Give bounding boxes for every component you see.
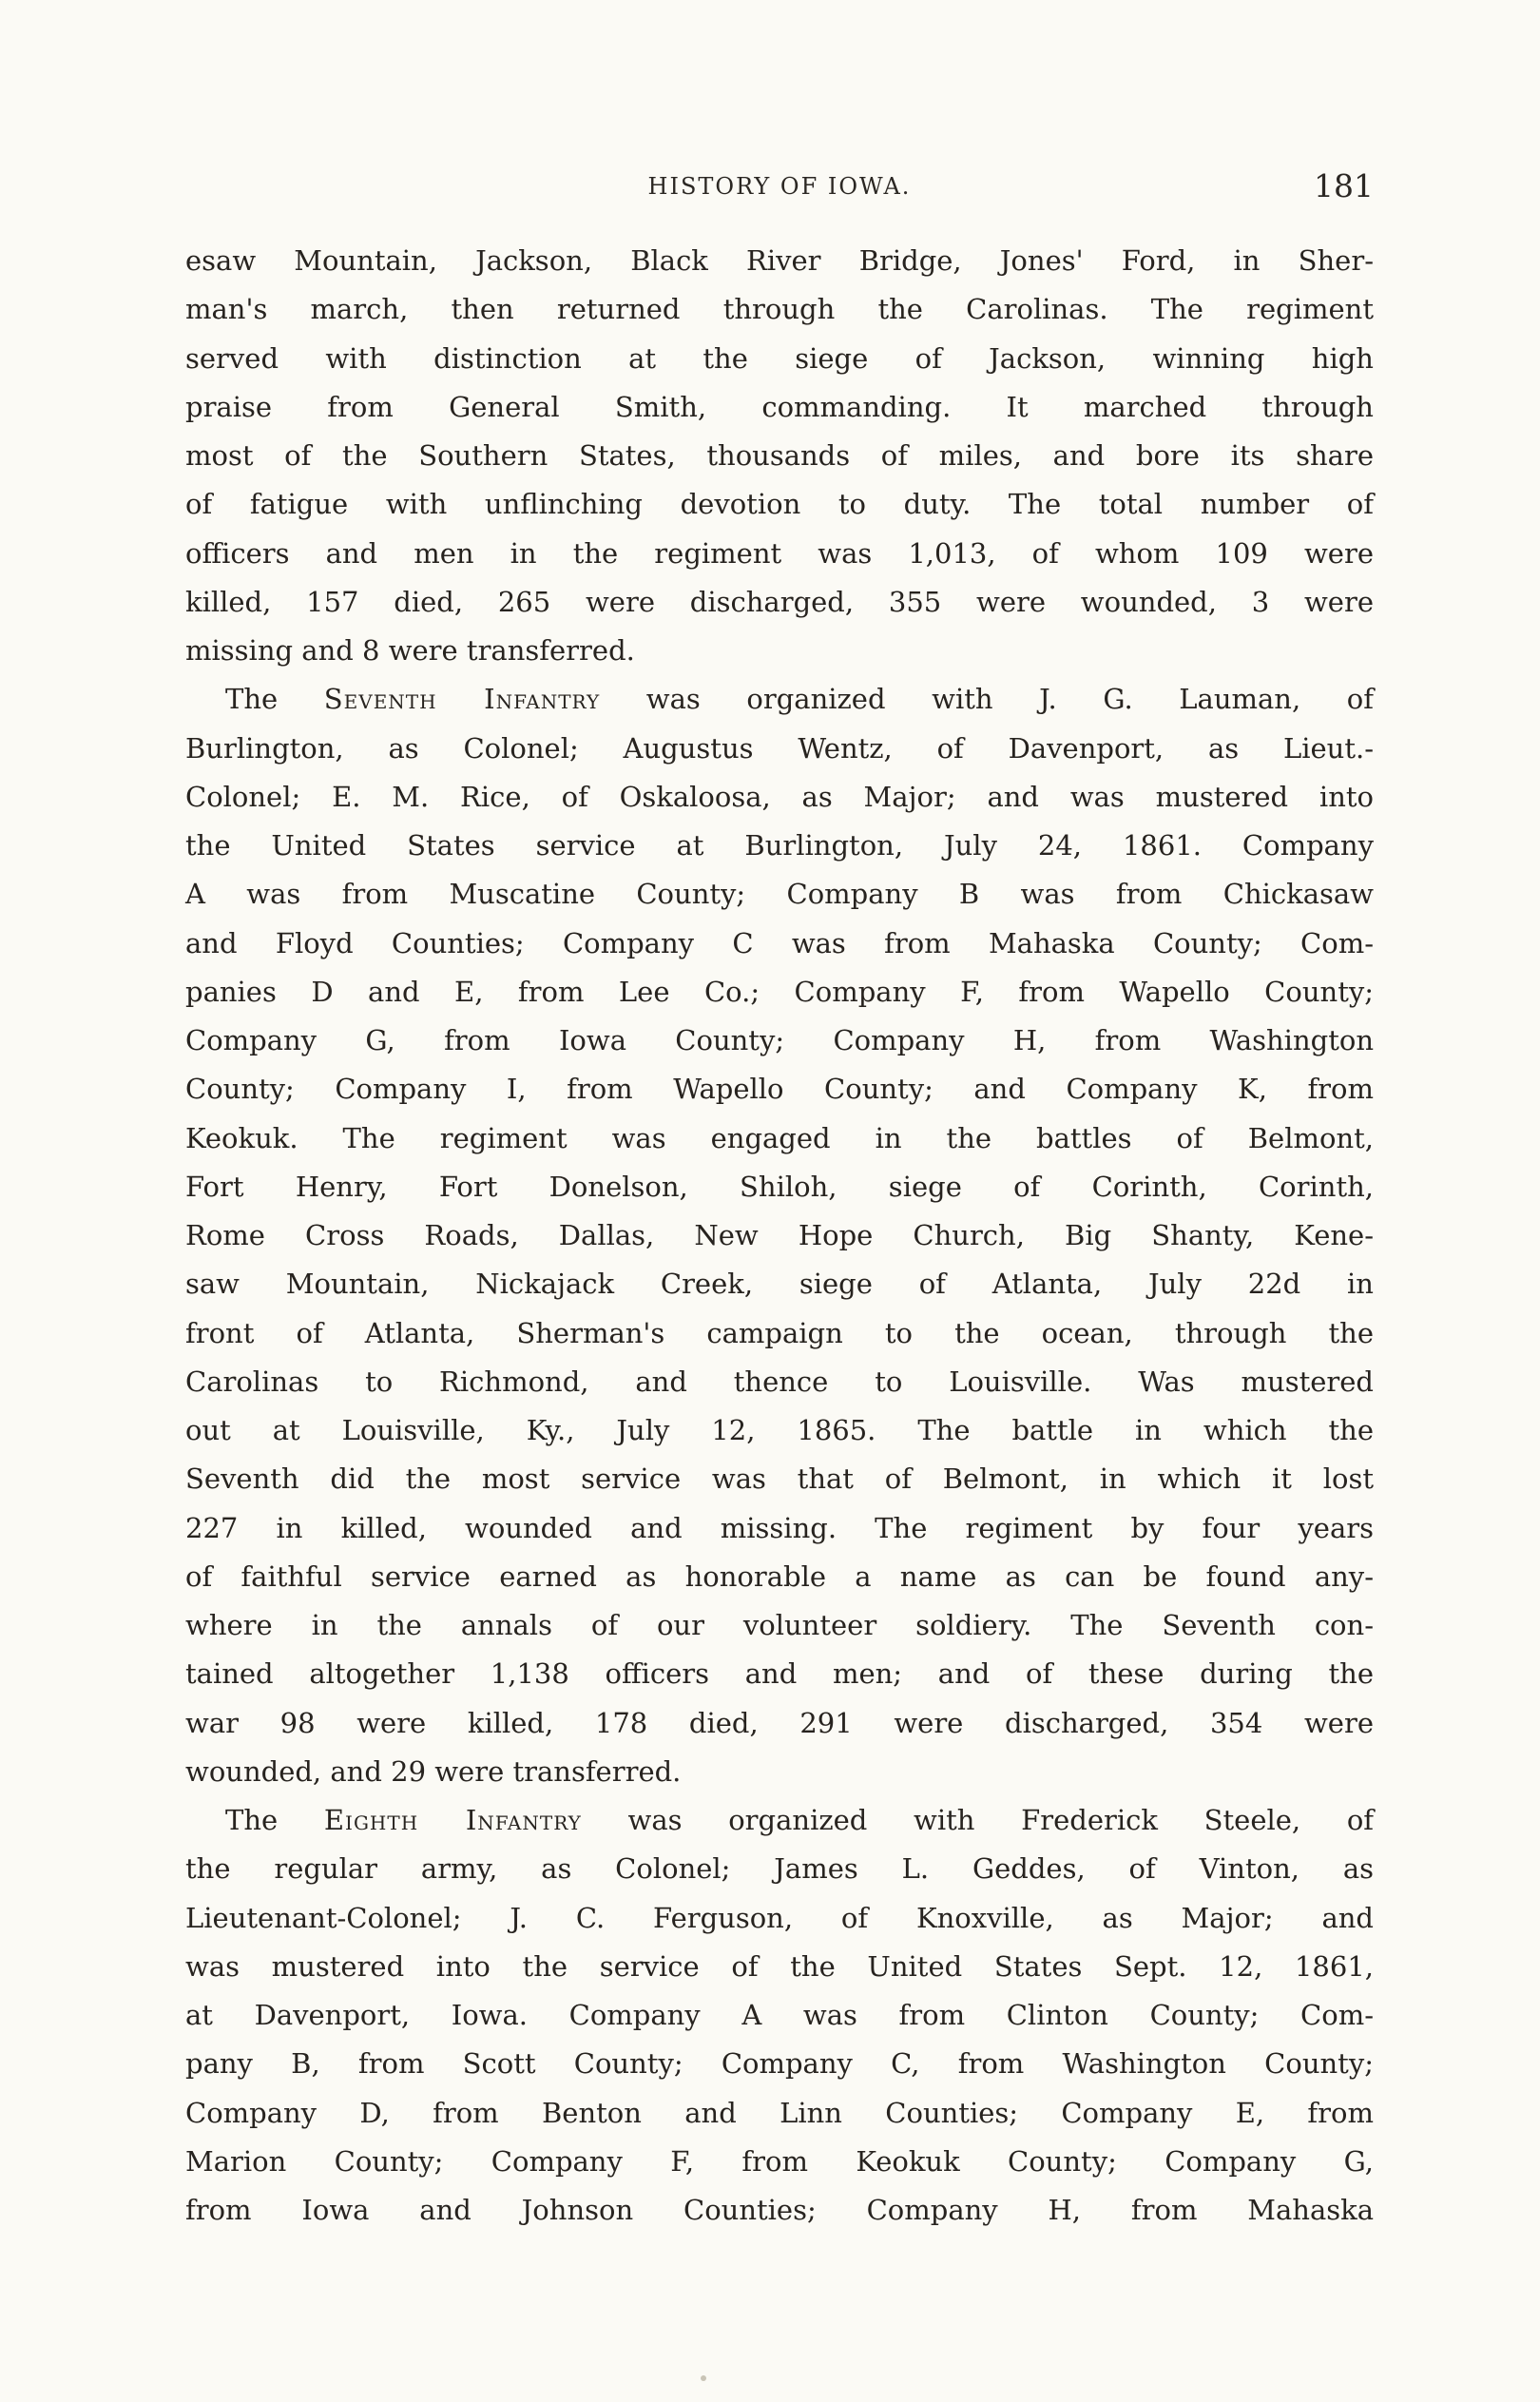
text-line: most of the Southern States, thousands of miles, and bore its share [185, 439, 1374, 472]
running-title: HISTORY OF IOWA. [647, 173, 912, 200]
text-line: out at Louisville, Ky., July 12, 1865. The battle in which the [185, 1414, 1374, 1446]
text-line: man's march, then returned through the Carolinas. The regiment [185, 293, 1374, 326]
text-line: served with distinction at the siege of Jackson, winning high [185, 341, 1374, 375]
text-line: of faithful service earned as honorable a name as can be found any- [185, 1559, 1374, 1593]
text-line: panies D and E, from Lee Co.; Company F, from Wapello County; [185, 975, 1374, 1008]
text-line: from Iowa and Johnson Counties; Company H, from Mahaska [185, 2194, 1374, 2226]
text-line: of fatigue with unflinching devotion to duty. The total number of [185, 488, 1374, 521]
text-line: and Floyd Counties; Company C was from Mahaska County; Com- [185, 926, 1374, 959]
text-line: was mustered into the service of the United States Sept. 12, 1861, [185, 1949, 1374, 1983]
text-line: Marion County; Company F, from Keokuk County; Company G, [185, 2144, 1374, 2178]
line-rest: was organized with Frederick Steele, of [581, 1804, 1375, 1836]
running-head [185, 167, 1374, 224]
body-text [185, 237, 1374, 2235]
text-line: tained altogether 1,138 officers and men; and of these during the [185, 1657, 1374, 1691]
text-line: Company D, from Benton and Linn Counties; Company E, from [185, 2096, 1374, 2129]
text-line: front of Atlanta, Sherman's campaign to the ocean, through the [185, 1316, 1374, 1349]
text-line: the regular army, as Colonel; James L. Geddes, of Vinton, as [185, 1852, 1374, 1886]
text-line: Keokuk. The regiment was engaged in the battles of Belmont, [185, 1121, 1374, 1154]
text-line: where in the annals of our volunteer soldiery. The Seventh con- [185, 1609, 1374, 1641]
text-line: wounded, and 29 were transferred. [185, 1754, 682, 1788]
text-line: officers and men in the regiment was 1,013, of whom 109 were [185, 536, 1374, 570]
paper-speck [701, 2375, 706, 2381]
text-line: Lieutenant-Colonel; J. C. Ferguson, of Knoxville, as Major; and [185, 1901, 1374, 1934]
text-line: County; Company I, from Wapello County; and Company K, from [185, 1073, 1374, 1106]
text-line: Burlington, as Colonel; Augustus Wentz, of Davenport, as Lieut.- [185, 731, 1374, 765]
text-line: Colonel; E. M. Rice, of Oskaloosa, as Major; and was mustered into [185, 780, 1374, 813]
text-line [185, 1796, 1374, 1845]
text-line: at Davenport, Iowa. Company A was from Clinton County; Com- [185, 1999, 1374, 2031]
regiment-name: Seventh Infantry [323, 683, 601, 716]
regiment-name: Eighth Infantry [323, 1804, 582, 1836]
text-line: praise from General Smith, commanding. It marched through [185, 390, 1374, 423]
text-line: Seventh did the most service was that of Belmont, in which it lost [185, 1463, 1374, 1496]
line-lead: The [225, 1804, 324, 1836]
text-line: A was from Muscatine County; Company B was from Chickasaw [185, 878, 1374, 911]
line-lead: The [225, 683, 324, 716]
text-line: the United States service at Burlington, July 24, 1861. Company [185, 829, 1374, 862]
text-line: killed, 157 died, 265 were discharged, 355 were wounded, 3 were [185, 585, 1374, 618]
text-line: Company G, from Iowa County; Company H, from Washington [185, 1024, 1374, 1056]
text-line: esaw Mountain, Jackson, Black River Bridge, Jones' Ford, in Sher- [185, 244, 1374, 277]
text-line: missing and 8 were transferred. [185, 634, 635, 667]
page-number: 181 [1314, 167, 1374, 204]
text-line [185, 675, 1374, 724]
text-line: Rome Cross Roads, Dallas, New Hope Church, Big Shanty, Kene- [185, 1219, 1374, 1251]
line-rest: was organized with J. G. Lauman, of [600, 683, 1374, 716]
text-line: Fort Henry, Fort Donelson, Shiloh, siege of Corinth, Corinth, [185, 1170, 1374, 1203]
text-line: 227 in killed, wounded and missing. The regiment by four years [185, 1511, 1374, 1544]
text-line: pany B, from Scott County; Company C, from Washington County; [185, 2047, 1374, 2081]
text-line: war 98 were killed, 178 died, 291 were discharged, 354 were [185, 1706, 1374, 1739]
text-line: saw Mountain, Nickajack Creek, siege of Atlanta, July 22d in [185, 1268, 1374, 1301]
text-line: Carolinas to Richmond, and thence to Louisville. Was mustered [185, 1365, 1374, 1398]
